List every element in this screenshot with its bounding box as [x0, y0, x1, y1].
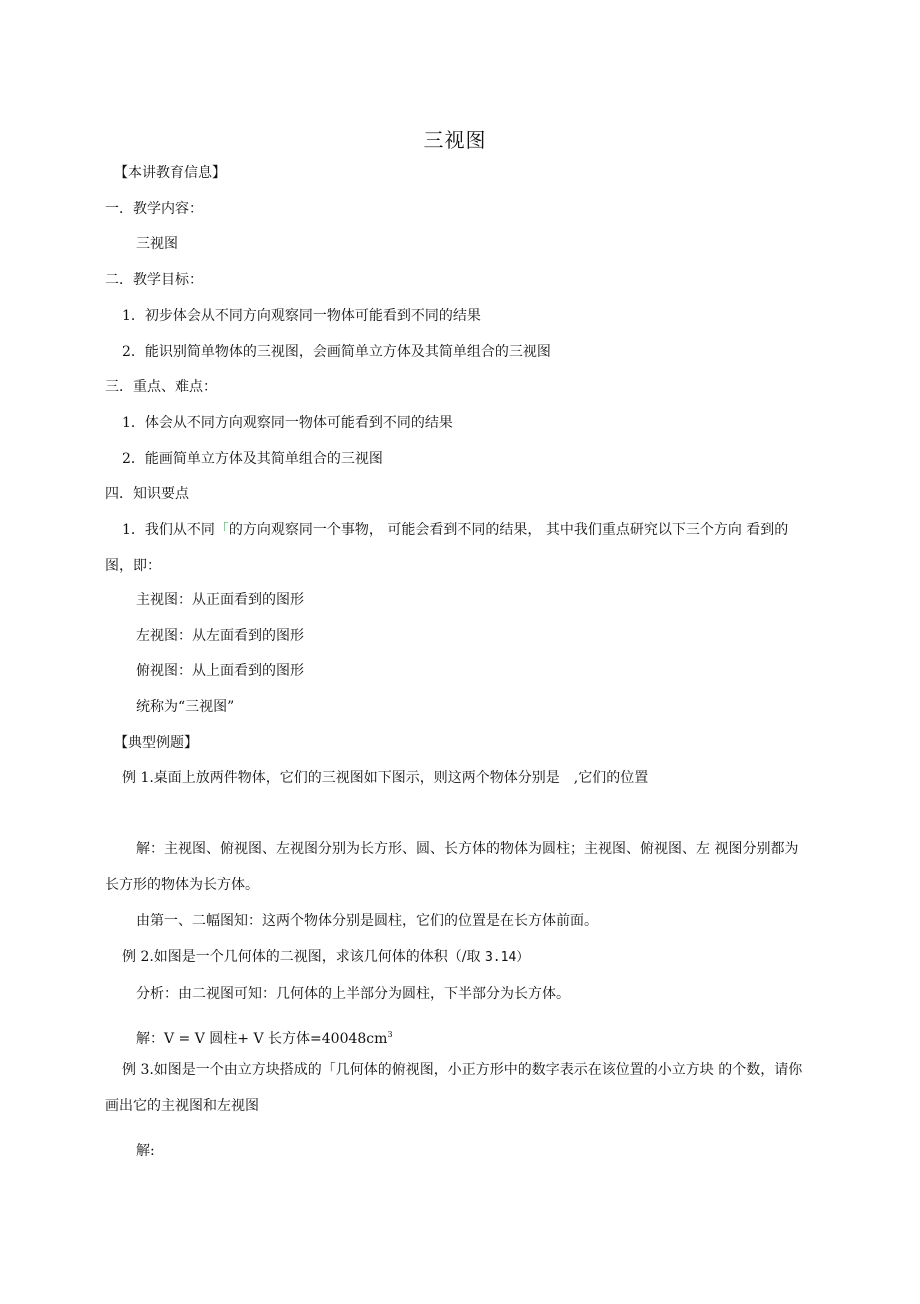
- top-view-definition: 俯视图：从上面看到的图形: [136, 663, 304, 679]
- section-2-item-1: 1．初步体会从不同方向观察同一物体可能看到不同的结果: [122, 308, 481, 324]
- example-2-analysis: 分析：由二视图可知：几何体的上半部分为圆柱，下半部分为长方体。: [136, 986, 570, 1002]
- example-2-question: [122, 947, 529, 968]
- example-3-solution: 解:: [136, 1143, 155, 1159]
- pi-value: 3.14）: [484, 950, 530, 965]
- section-4-heading: 四．知识要点: [105, 486, 189, 502]
- cubic-superscript: 3: [387, 1030, 393, 1039]
- bracket-mark: 「: [214, 522, 229, 538]
- page-title: 三视图: [423, 128, 487, 152]
- section-2-item-2: 2．能识别简单物体的三视图，会画简单立方体及其简单组合的三视图: [122, 344, 551, 360]
- section-2-heading: 二．教学目标：: [105, 272, 203, 288]
- example-1-question: 例 1.桌面上放两件物体，它们的三视图如下图示，则这两个物体分别是 ,它们的位置: [122, 770, 649, 786]
- example-2-question-text: 例 2.如图是一个几何体的二视图，求该几何体的体积（/取: [122, 949, 481, 965]
- section-1-text: 三视图: [136, 236, 178, 252]
- example-3-question: 例 3.如图是一个由立方块搭成的「几何体的俯视图，小正方形中的数字表示在该位置的小立方块 的个数，请你画出它的主视图和左视图: [105, 1062, 803, 1114]
- section-3-heading: 三．重点、难点：: [105, 379, 217, 395]
- left-view-definition: 左视图：从左面看到的图形: [136, 628, 304, 644]
- section-4-paragraph-1: [105, 512, 805, 584]
- example-2-formula: 解：V = V 圆柱+ V 长方体=40048cm: [136, 1031, 388, 1047]
- main-view-definition: 主视图：从正面看到的图形: [136, 592, 304, 608]
- section-1-heading: 一．教学内容：: [105, 201, 203, 217]
- paragraph-text-start: 1．我们从不同: [122, 522, 215, 538]
- examples-heading: 【典型例题】: [114, 735, 198, 751]
- example-1-solution: 解：主视图、俯视图、左视图分别为长方形、圆、长方体的物体为圆柱；主视图、俯视图、左 视图分别都为长方形的物体为长方体。: [105, 841, 799, 893]
- example-1-conclusion: 由第一、二幅图知：这两个物体分别是圆柱，它们的位置是在长方体前面。: [136, 913, 598, 929]
- section-info-heading: 【本讲教育信息】: [114, 165, 226, 181]
- paragraph-text-end: 的方向观察同一个事物， 可能会看到不同的结果， 其中我们重点研究以下三个方向 看到的图，即：: [105, 522, 789, 574]
- section-3-item-1: 1．体会从不同方向观察同一物体可能看到不同的结果: [122, 415, 453, 431]
- example-2-solution: [136, 1025, 393, 1049]
- collective-name: 统称为“三视图”: [136, 699, 235, 715]
- section-3-item-2: 2．能画简单立方体及其简单组合的三视图: [122, 451, 383, 467]
